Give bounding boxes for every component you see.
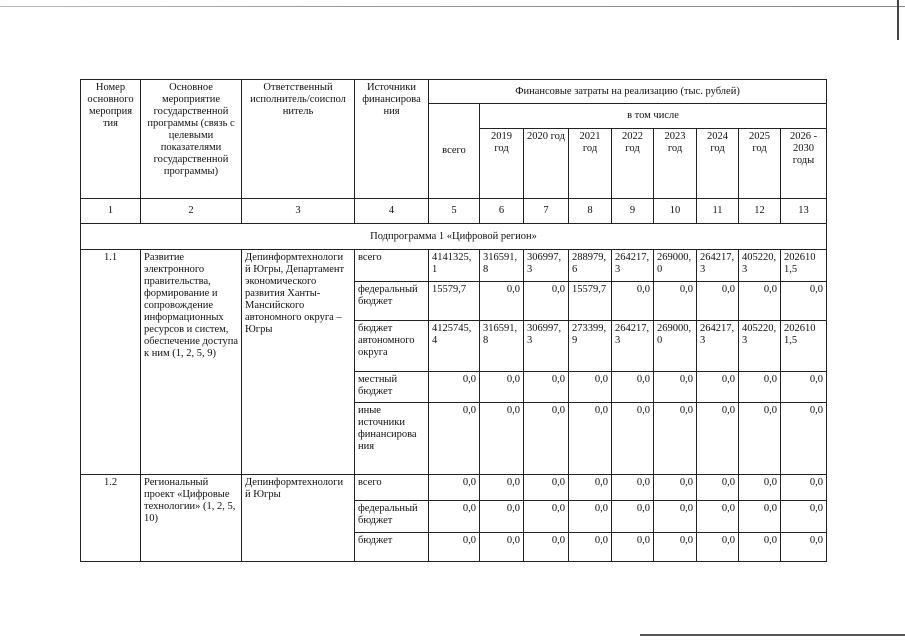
year-value: 0,0 — [781, 282, 827, 321]
column-number: 4 — [355, 199, 429, 224]
year-value: 316591,8 — [480, 250, 524, 282]
year-value: 15579,7 — [569, 282, 612, 321]
item-number: 1.2 — [81, 475, 141, 562]
funding-source: всего — [355, 475, 429, 501]
year-value: 0,0 — [697, 533, 739, 562]
column-number: 11 — [697, 199, 739, 224]
year-value: 0,0 — [569, 475, 612, 501]
column-number: 12 — [739, 199, 781, 224]
scan-edge-top — [0, 6, 905, 7]
funding-source: федеральный бюджет — [355, 282, 429, 321]
column-number: 13 — [781, 199, 827, 224]
header-financial: Финансовые затраты на реализацию (тыс. рублей) — [429, 80, 827, 104]
year-value: 0,0 — [781, 475, 827, 501]
header-year: 2021 год — [569, 129, 612, 199]
item-name: Развитие электронного правительства, формирование и сопровождение информационных ресурсов и систем, обеспечение доступа к ним (1, 2, 5, 9) — [141, 250, 242, 475]
year-value: 0,0 — [654, 501, 697, 533]
header-number: Номер основного мероприя тия — [81, 80, 141, 199]
year-value: 306997,3 — [524, 321, 569, 372]
year-value: 0,0 — [654, 403, 697, 475]
year-value: 0,0 — [480, 403, 524, 475]
header-including: в том числе — [480, 104, 827, 129]
year-value: 0,0 — [697, 403, 739, 475]
year-value: 0,0 — [524, 475, 569, 501]
column-number: 7 — [524, 199, 569, 224]
item-executor: Депинформтехнологи й Югры, Департамент экономического развития Ханты-Мансийского автономного округа – Югры — [242, 250, 355, 475]
total-value: 0,0 — [429, 403, 480, 475]
total-value: 4125745,4 — [429, 321, 480, 372]
table-row — [81, 250, 827, 282]
total-value: 0,0 — [429, 533, 480, 562]
funding-source: местный бюджет — [355, 372, 429, 403]
year-value: 269000,0 — [654, 321, 697, 372]
funding-source: бюджет — [355, 533, 429, 562]
year-value: 0,0 — [654, 372, 697, 403]
total-value: 0,0 — [429, 501, 480, 533]
total-value: 0,0 — [429, 475, 480, 501]
year-value: 0,0 — [697, 282, 739, 321]
year-value: 0,0 — [739, 533, 781, 562]
header-sources: Источники финансирова ния — [355, 80, 429, 199]
column-number: 3 — [242, 199, 355, 224]
year-value: 0,0 — [781, 501, 827, 533]
year-value: 0,0 — [654, 282, 697, 321]
year-value: 0,0 — [480, 372, 524, 403]
year-value: 2026101,5 — [781, 250, 827, 282]
year-value: 0,0 — [524, 282, 569, 321]
column-number: 5 — [429, 199, 480, 224]
year-value: 306997,3 — [524, 250, 569, 282]
year-value: 0,0 — [612, 282, 654, 321]
header-year: 2025 год — [739, 129, 781, 199]
year-value: 0,0 — [480, 501, 524, 533]
year-value: 0,0 — [739, 475, 781, 501]
year-value: 0,0 — [781, 372, 827, 403]
year-value: 0,0 — [480, 282, 524, 321]
header-main-event: Основное мероприятие государственной программы (связь с целевыми показателями государственной программы) — [141, 80, 242, 199]
year-value: 0,0 — [524, 372, 569, 403]
item-name: Региональный проект «Цифровые технологии» (1, 2, 5, 10) — [141, 475, 242, 562]
column-number: 2 — [141, 199, 242, 224]
year-value: 0,0 — [524, 501, 569, 533]
year-value: 264217,3 — [612, 321, 654, 372]
year-value: 264217,3 — [612, 250, 654, 282]
header-executor: Ответственный исполнитель/соиспол нитель — [242, 80, 355, 199]
year-value: 2026101,5 — [781, 321, 827, 372]
year-value: 0,0 — [524, 533, 569, 562]
item-number: 1.1 — [81, 250, 141, 475]
year-value: 264217,3 — [697, 250, 739, 282]
year-value: 0,0 — [612, 475, 654, 501]
financing-table — [80, 79, 827, 562]
year-value: 0,0 — [612, 372, 654, 403]
year-value: 288979,6 — [569, 250, 612, 282]
column-number: 1 — [81, 199, 141, 224]
year-value: 0,0 — [739, 403, 781, 475]
year-value: 0,0 — [697, 372, 739, 403]
year-value: 0,0 — [612, 533, 654, 562]
column-number: 8 — [569, 199, 612, 224]
year-value: 0,0 — [480, 475, 524, 501]
year-value: 0,0 — [654, 533, 697, 562]
year-value: 0,0 — [612, 501, 654, 533]
header-year: 2020 год — [524, 129, 569, 199]
funding-source: иные источники финансирова ния — [355, 403, 429, 475]
header-year: 2022 год — [612, 129, 654, 199]
year-value: 316591,8 — [480, 321, 524, 372]
year-value: 0,0 — [739, 501, 781, 533]
year-value: 0,0 — [569, 372, 612, 403]
year-value: 0,0 — [524, 403, 569, 475]
header-total: всего — [429, 104, 480, 199]
year-value: 0,0 — [697, 501, 739, 533]
year-value: 0,0 — [569, 403, 612, 475]
funding-source: всего — [355, 250, 429, 282]
year-value: 0,0 — [569, 501, 612, 533]
year-value: 405220,3 — [739, 250, 781, 282]
header-year: 2019 год — [480, 129, 524, 199]
total-value: 0,0 — [429, 372, 480, 403]
total-value: 15579,7 — [429, 282, 480, 321]
header-year: 2024 год — [697, 129, 739, 199]
subprogram-title: Подпрограмма 1 «Цифровой регион» — [81, 224, 827, 250]
header-year: 2026 - 2030 годы — [781, 129, 827, 199]
funding-source: бюджет автономного округа — [355, 321, 429, 372]
column-number: 10 — [654, 199, 697, 224]
year-value: 0,0 — [739, 282, 781, 321]
scan-edge-right — [897, 0, 899, 40]
year-value: 0,0 — [739, 372, 781, 403]
table-row — [81, 475, 827, 501]
year-value: 264217,3 — [697, 321, 739, 372]
year-value: 0,0 — [781, 403, 827, 475]
year-value: 0,0 — [654, 475, 697, 501]
year-value: 0,0 — [697, 475, 739, 501]
year-value: 0,0 — [569, 533, 612, 562]
year-value: 0,0 — [612, 403, 654, 475]
total-value: 4141325,1 — [429, 250, 480, 282]
column-number: 6 — [480, 199, 524, 224]
scan-edge-bottom — [640, 634, 905, 636]
year-value: 269000,0 — [654, 250, 697, 282]
item-executor: Депинформтехнологи й Югры — [242, 475, 355, 562]
year-value: 0,0 — [781, 533, 827, 562]
funding-source: федеральный бюджет — [355, 501, 429, 533]
column-number: 9 — [612, 199, 654, 224]
year-value: 405220,3 — [739, 321, 781, 372]
header-year: 2023 год — [654, 129, 697, 199]
year-value: 273399,9 — [569, 321, 612, 372]
year-value: 0,0 — [480, 533, 524, 562]
